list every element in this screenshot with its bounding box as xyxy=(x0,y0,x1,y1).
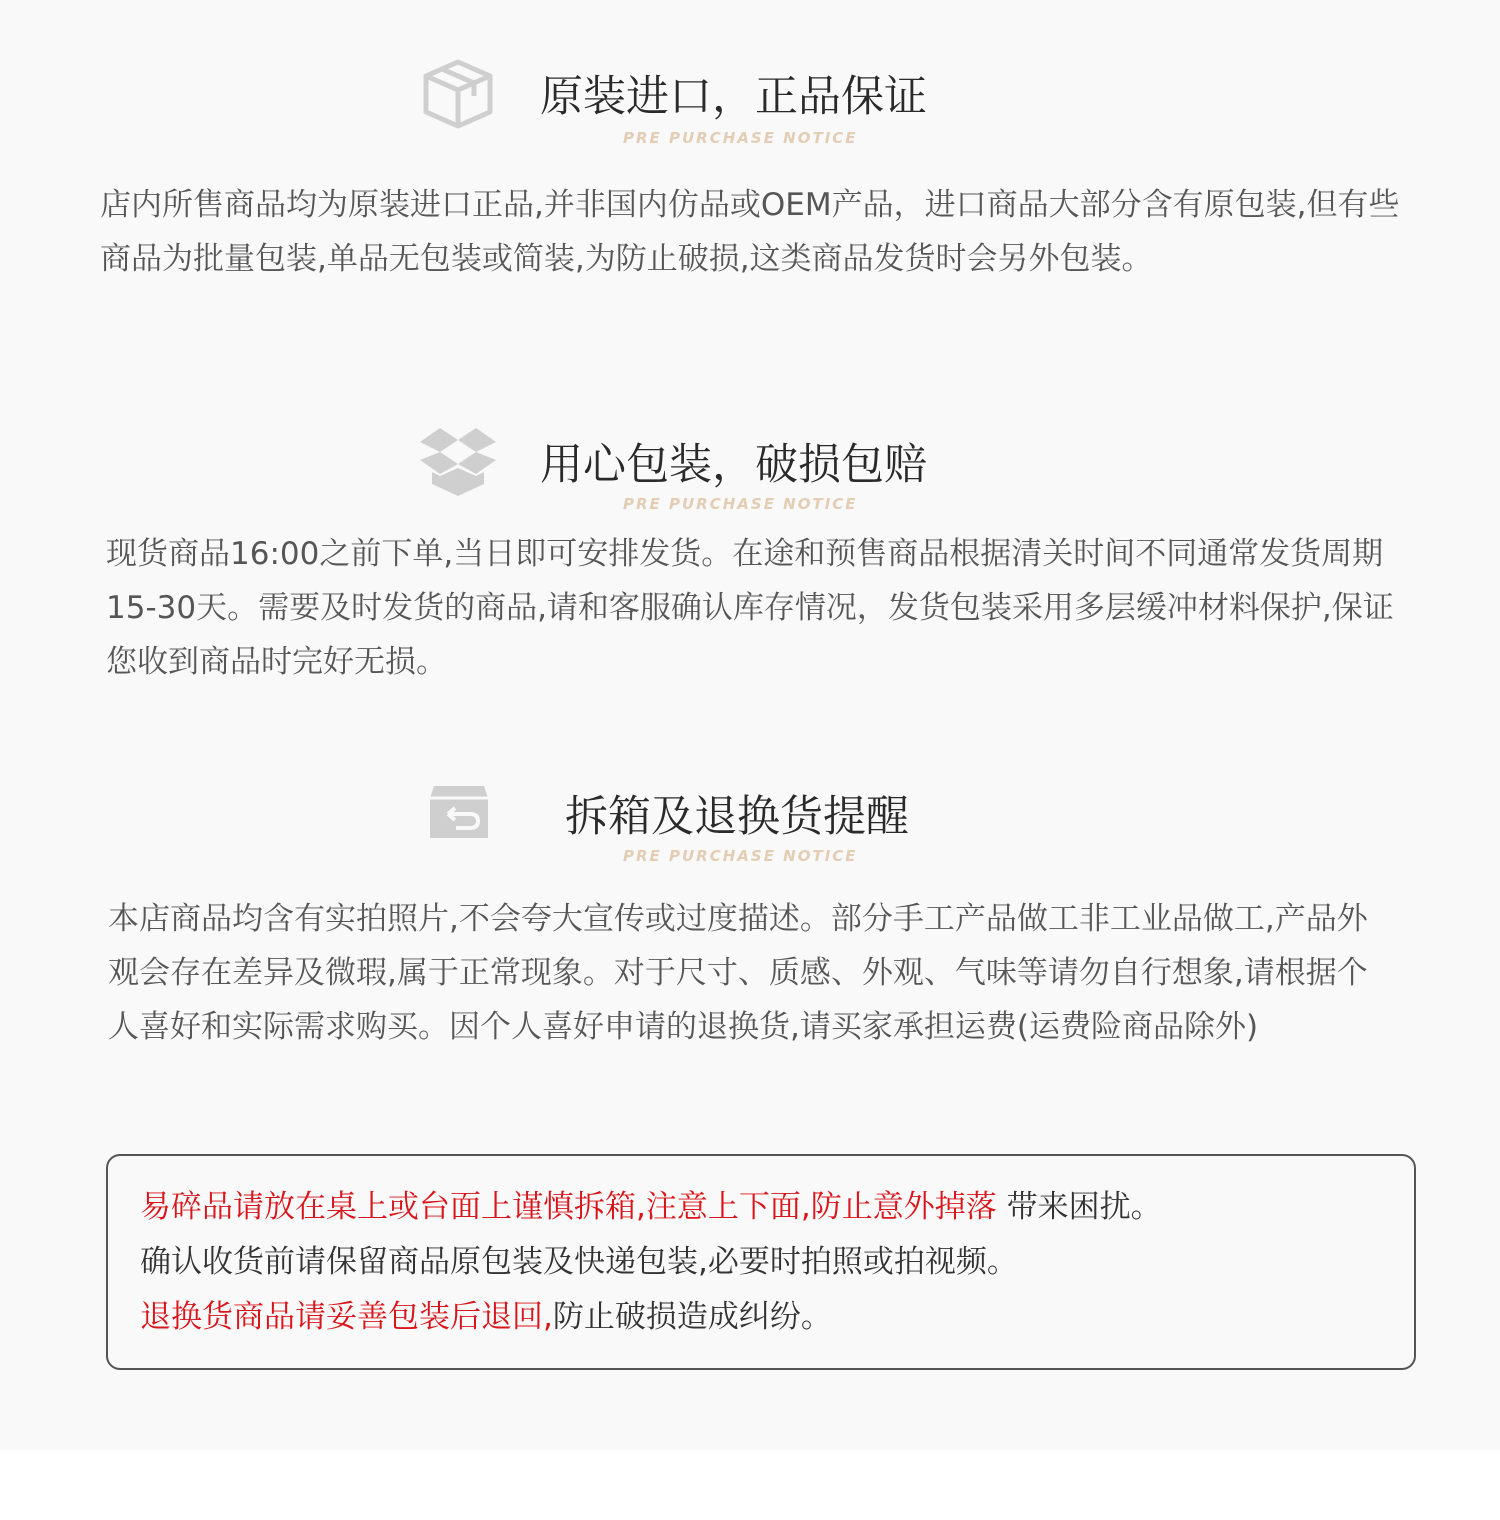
package-box-icon xyxy=(420,56,496,136)
section-subtitle: PRE PURCHASE NOTICE xyxy=(623,847,858,865)
section-subtitle: PRE PURCHASE NOTICE xyxy=(623,495,858,513)
section-body: 本店商品均含有实拍照片,不会夸大宣传或过度描述。部分手工产品做工非工业品做工,产品外观会存在差异及微瑕,属于正常现象。对于尺寸、质感、外观、气味等请勿自行想象,请根据个人喜好和实际需求购买。因个人喜好申请的退换货,请买家承担运费(运费险商品除外) xyxy=(108,901,1368,1045)
notice-red-text: 易碎品请放在桌上或台面上谨慎拆箱,注意上下面,防止意外掉落 xyxy=(140,1189,997,1225)
section-title: 原装进口，正品保证 xyxy=(540,72,927,122)
section-header-packaging xyxy=(0,418,1500,528)
open-box-icon xyxy=(418,424,498,502)
notice-line-keep-packaging: 确认收货前请保留商品原包装及快递包装,必要时拍照或拍视频。 xyxy=(140,1244,1018,1280)
section-body: 店内所售商品均为原装进口正品,并非国内仿品或OEM产品，进口商品大部分含有原包装,但有些商品为批量包装,单品无包装或简装,为防止破损,这类商品发货时会另外包装。 xyxy=(100,187,1400,277)
section-header-returns xyxy=(0,770,1500,880)
section-body: 现货商品16:00之前下单,当日即可安排发货。在途和预售商品根据清关时间不同通常发货周期15-30天。需要及时发货的商品,请和客服确认库存情况，发货包装采用多层缓冲材料保护,保证您收到商品时完好无损。 xyxy=(106,536,1394,680)
warning-notice-box xyxy=(106,1154,1416,1370)
return-box-icon xyxy=(428,780,490,846)
section-header-authentic xyxy=(0,52,1500,162)
section-subtitle: PRE PURCHASE NOTICE xyxy=(623,129,858,147)
section-title: 用心包装，破损包赔 xyxy=(540,440,927,490)
section-title: 拆箱及退换货提醒 xyxy=(565,792,909,842)
notice-text: 带来困扰。 xyxy=(996,1189,1162,1225)
notice-line-returns xyxy=(140,1290,1382,1345)
notice-text: 防止破损造成纠纷。 xyxy=(552,1299,832,1335)
notice-line-fragile xyxy=(140,1180,1382,1235)
notice-red-text: 退换货商品请妥善包装后退回, xyxy=(140,1299,553,1335)
